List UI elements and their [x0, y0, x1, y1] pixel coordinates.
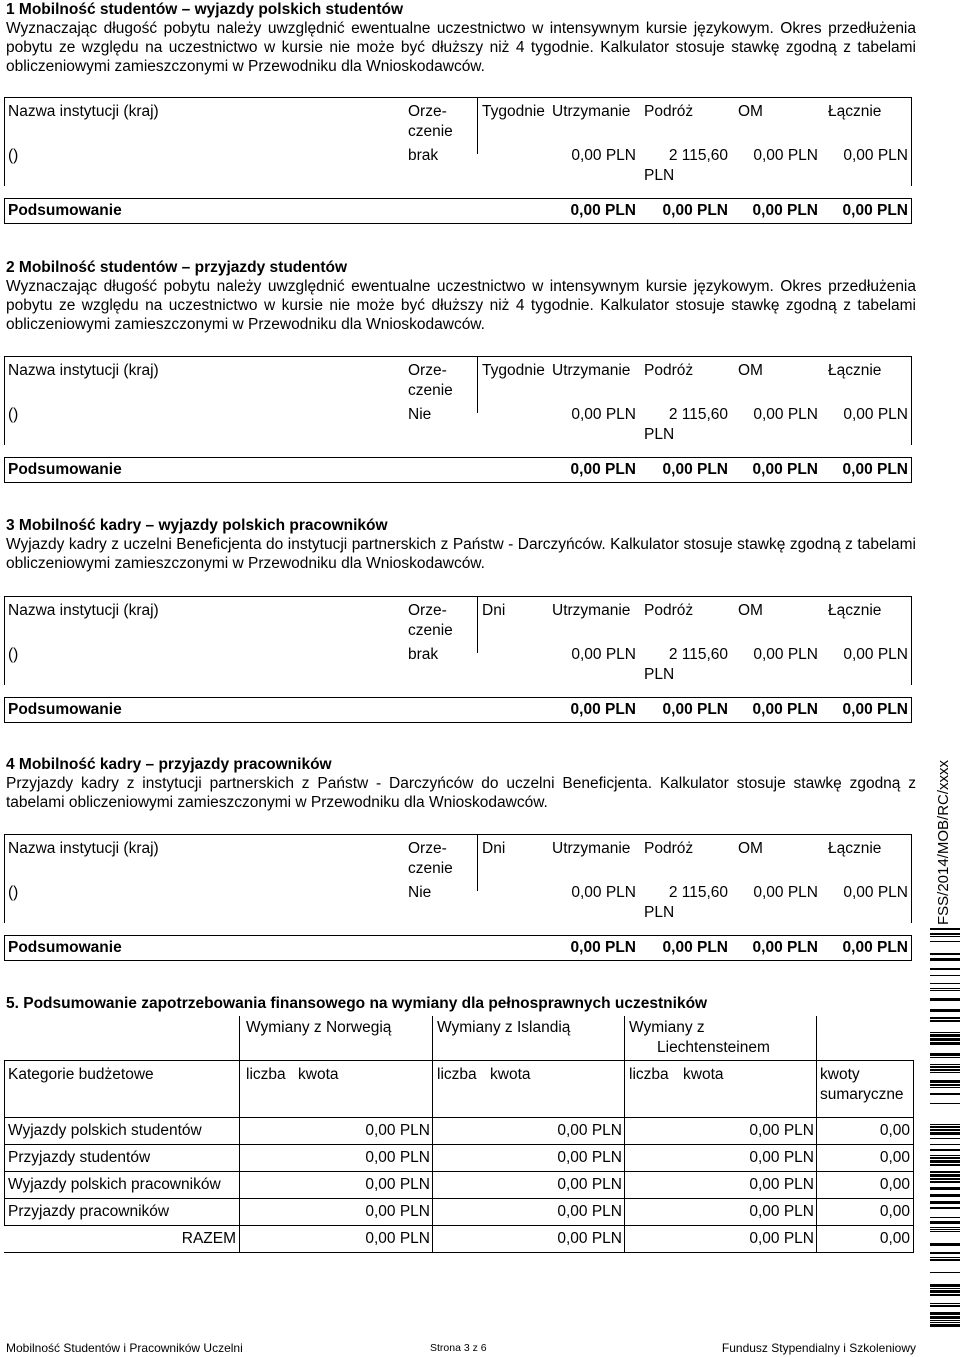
summary-om: 0,00 PLN [752, 202, 818, 219]
mobility-table-4 [4, 834, 912, 961]
travel-currency: PLN [644, 426, 675, 443]
table-row [4, 641, 912, 685]
travel-value: 2 115,60 [668, 147, 728, 164]
norway-amount: 0,00 PLN [365, 1176, 430, 1193]
institution-name: () [8, 406, 19, 423]
section-3 [6, 516, 916, 573]
header-amount-iceland: kwota [490, 1066, 531, 1083]
iceland-amount: 0,00 PLN [557, 1176, 622, 1193]
group-liechtenstein-2: Liechtensteinem [657, 1039, 770, 1056]
barcode-image [930, 928, 960, 1328]
institution-name: () [8, 884, 19, 901]
header-total: Łącznie [828, 840, 882, 857]
summary-row [4, 697, 912, 723]
liechtenstein-amount: 0,00 PLN [749, 1122, 814, 1139]
table-row [4, 1118, 914, 1145]
total-value: 0,00 PLN [843, 884, 908, 901]
header-count-liechtenstein: liczba [629, 1066, 669, 1083]
category-label: Przyjazdy pracowników [8, 1203, 170, 1220]
summary-label: Podsumowanie [8, 701, 122, 718]
section-5 [6, 994, 916, 1013]
section-description: Przyjazdy kadry z instytucji partnerskich z Państw - Darczyńców do uczelni Beneficjenta. Kalkulator stosuje stawkę zgodną z tabelami obliczeniowymi zamieszczonymi w Przewodniku dla Wnioskodawców. [6, 775, 916, 811]
sum-amount: 0,00 [879, 1176, 910, 1193]
summary-om: 0,00 PLN [752, 701, 818, 718]
group-norway: Wymiany z Norwegią [246, 1019, 392, 1036]
section-2 [6, 258, 916, 334]
ordering-value: Nie [408, 406, 432, 423]
summary-maintenance: 0,00 PLN [570, 202, 636, 219]
header-sum-2: sumaryczne [820, 1086, 904, 1103]
header-ordering-1: Orze- [408, 362, 447, 379]
footer-page-number: Strona 3 z 6 [430, 1342, 487, 1354]
table-row [4, 1199, 914, 1226]
table-header [4, 97, 912, 142]
group-liechtenstein-1: Wymiany z [629, 1019, 705, 1036]
summary-row [4, 935, 912, 961]
header-maintenance: Utrzymanie [552, 840, 631, 857]
header-travel: Podróż [644, 362, 694, 379]
table-row [4, 1145, 914, 1172]
ordering-value: brak [408, 147, 439, 164]
header-institution: Nazwa instytucji (kraj) [8, 362, 159, 379]
liechtenstein-amount: 0,00 PLN [749, 1203, 814, 1220]
header-total: Łącznie [828, 103, 882, 120]
liechtenstein-amount: 0,00 PLN [749, 1230, 814, 1247]
ordering-value: brak [408, 646, 439, 663]
table-row [4, 1172, 914, 1199]
header-total: Łącznie [828, 602, 882, 619]
summary-total: 0,00 PLN [842, 701, 908, 718]
section-title: 3 Mobilność kadry – wyjazdy polskich pracowników [6, 517, 388, 534]
sum-amount: 0,00 [879, 1203, 910, 1220]
om-value: 0,00 PLN [753, 884, 818, 901]
header-amount-liechtenstein: kwota [683, 1066, 724, 1083]
header-count-iceland: liczba [437, 1066, 477, 1083]
section-title: 1 Mobilność studentów – wyjazdy polskich studentów [6, 1, 404, 18]
header-institution: Nazwa instytucji (kraj) [8, 602, 159, 619]
header-om: OM [738, 362, 763, 379]
header-ordering-2: czenie [408, 622, 453, 639]
table-header [4, 596, 912, 641]
header-travel: Podróż [644, 840, 694, 857]
header-om: OM [738, 840, 763, 857]
iceland-amount: 0,00 PLN [557, 1203, 622, 1220]
liechtenstein-amount: 0,00 PLN [749, 1149, 814, 1166]
header-travel: Podróż [644, 103, 694, 120]
category-label: Przyjazdy studentów [8, 1149, 151, 1166]
header-ordering-2: czenie [408, 382, 453, 399]
section-title: 2 Mobilność studentów – przyjazdy studentów [6, 259, 348, 276]
summary-travel: 0,00 PLN [662, 701, 728, 718]
table-row [4, 879, 912, 923]
total-label: RAZEM [181, 1230, 236, 1247]
header-om: OM [738, 103, 763, 120]
header-count-norway: liczba [246, 1066, 286, 1083]
norway-amount: 0,00 PLN [365, 1122, 430, 1139]
mobility-table-3 [4, 596, 912, 723]
summary-total: 0,00 PLN [842, 939, 908, 956]
summary-travel: 0,00 PLN [662, 461, 728, 478]
summary-label: Podsumowanie [8, 939, 122, 956]
mobility-table-2 [4, 356, 912, 483]
summary-label: Podsumowanie [8, 202, 122, 219]
total-value: 0,00 PLN [843, 406, 908, 423]
summary-travel: 0,00 PLN [662, 202, 728, 219]
iceland-amount: 0,00 PLN [557, 1149, 622, 1166]
header-ordering-2: czenie [408, 123, 453, 140]
norway-amount: 0,00 PLN [365, 1203, 430, 1220]
section-description: Wyznaczając długość pobytu należy uwzględnić ewentualne uczestnictwo w intensywnym kursie językowym. Okres przedłużenia pobytu ze względu na uczestnictwo w kursie nie może być dłuższy niż 4 tygodnie. Kalkulator stosuje stawkę zgodną z tabelami obliczeniowymi zamieszczonymi w Przewodniku dla Wnioskodawców. [6, 20, 916, 75]
travel-currency: PLN [644, 167, 675, 184]
header-period: Dni [482, 840, 506, 857]
norway-amount: 0,00 PLN [365, 1149, 430, 1166]
summary-label: Podsumowanie [8, 461, 122, 478]
footer-right: Fundusz Stypendialny i Szkoleniowy [721, 1341, 916, 1355]
summary-row [4, 457, 912, 483]
section-description: Wyznaczając długość pobytu należy uwzględnić ewentualne uczestnictwo w intensywnym kursie językowym. Okres przedłużenia pobytu ze względu na uczestnictwo w kursie nie może być dłuższy niż 4 tygodnie. Kalkulator stosuje stawkę zgodną z tabelami obliczeniowymi zamieszczonymi w Przewodniku dla Wnioskodawców. [6, 278, 916, 333]
header-amount-norway: kwota [298, 1066, 339, 1083]
header-total: Łącznie [828, 362, 882, 379]
header-sum-1: kwoty [820, 1066, 860, 1083]
norway-amount: 0,00 PLN [365, 1230, 430, 1247]
group-iceland: Wymiany z Islandią [437, 1019, 571, 1036]
travel-currency: PLN [644, 666, 675, 683]
document-code: FSS/2014/MOB/RC/xxxx [935, 759, 952, 925]
header-maintenance: Utrzymanie [552, 103, 631, 120]
column-header-row [4, 1060, 914, 1118]
page-footer [6, 1341, 916, 1355]
header-institution: Nazwa instytucji (kraj) [8, 840, 159, 857]
mobility-table-1 [4, 97, 912, 224]
section-title: 4 Mobilność kadry – przyjazdy pracowników [6, 756, 332, 773]
category-label: Wyjazdy polskich studentów [8, 1122, 202, 1139]
header-ordering-1: Orze- [408, 840, 447, 857]
maintenance-value: 0,00 PLN [571, 147, 636, 164]
summary-maintenance: 0,00 PLN [570, 701, 636, 718]
financial-summary-table [4, 1016, 914, 1253]
om-value: 0,00 PLN [753, 406, 818, 423]
total-value: 0,00 PLN [843, 147, 908, 164]
total-value: 0,00 PLN [843, 646, 908, 663]
travel-currency: PLN [644, 904, 675, 921]
sum-amount: 0,00 [879, 1149, 910, 1166]
summary-om: 0,00 PLN [752, 939, 818, 956]
summary-travel: 0,00 PLN [662, 939, 728, 956]
institution-name: () [8, 646, 19, 663]
om-value: 0,00 PLN [753, 646, 818, 663]
group-header-row [4, 1016, 914, 1060]
table-row [4, 142, 912, 186]
table-row [4, 401, 912, 445]
iceland-amount: 0,00 PLN [557, 1230, 622, 1247]
header-ordering-1: Orze- [408, 103, 447, 120]
maintenance-value: 0,00 PLN [571, 884, 636, 901]
summary-maintenance: 0,00 PLN [570, 939, 636, 956]
summary-maintenance: 0,00 PLN [570, 461, 636, 478]
maintenance-value: 0,00 PLN [571, 646, 636, 663]
institution-name: () [8, 147, 19, 164]
header-period: Tygodnie [482, 362, 545, 379]
section-description: Wyjazdy kadry z uczelni Beneficjenta do instytucji partnerskich z Państw - Darczyńców. Kalkulator stosuje stawkę zgodną z tabelami obliczeniowymi zamieszczonymi w Przewodniku dla Wnioskodawców. [6, 536, 916, 572]
header-period: Dni [482, 602, 506, 619]
header-om: OM [738, 602, 763, 619]
header-institution: Nazwa instytucji (kraj) [8, 103, 159, 120]
footer-left: Mobilność Studentów i Pracowników Uczelni [6, 1341, 243, 1355]
liechtenstein-amount: 0,00 PLN [749, 1176, 814, 1193]
category-label: Wyjazdy polskich pracowników [8, 1176, 221, 1193]
table-header [4, 356, 912, 401]
travel-value: 2 115,60 [668, 406, 728, 423]
header-category: Kategorie budżetowe [8, 1066, 154, 1083]
header-ordering-2: czenie [408, 860, 453, 877]
summary-total: 0,00 PLN [842, 461, 908, 478]
sum-amount: 0,00 [879, 1230, 910, 1247]
summary-row [4, 198, 912, 224]
travel-value: 2 115,60 [668, 884, 728, 901]
section-1 [6, 0, 916, 76]
summary-total: 0,00 PLN [842, 202, 908, 219]
section-title: 5. Podsumowanie zapotrzebowania finansowego na wymiany dla pełnosprawnych uczestników [6, 995, 708, 1012]
header-maintenance: Utrzymanie [552, 602, 631, 619]
header-period: Tygodnie [482, 103, 545, 120]
maintenance-value: 0,00 PLN [571, 406, 636, 423]
iceland-amount: 0,00 PLN [557, 1122, 622, 1139]
table-header [4, 834, 912, 879]
header-maintenance: Utrzymanie [552, 362, 631, 379]
header-ordering-1: Orze- [408, 602, 447, 619]
sum-amount: 0,00 [879, 1122, 910, 1139]
travel-value: 2 115,60 [668, 646, 728, 663]
om-value: 0,00 PLN [753, 147, 818, 164]
summary-om: 0,00 PLN [752, 461, 818, 478]
section-4 [6, 755, 916, 812]
total-row [4, 1226, 914, 1253]
ordering-value: Nie [408, 884, 432, 901]
header-travel: Podróż [644, 602, 694, 619]
